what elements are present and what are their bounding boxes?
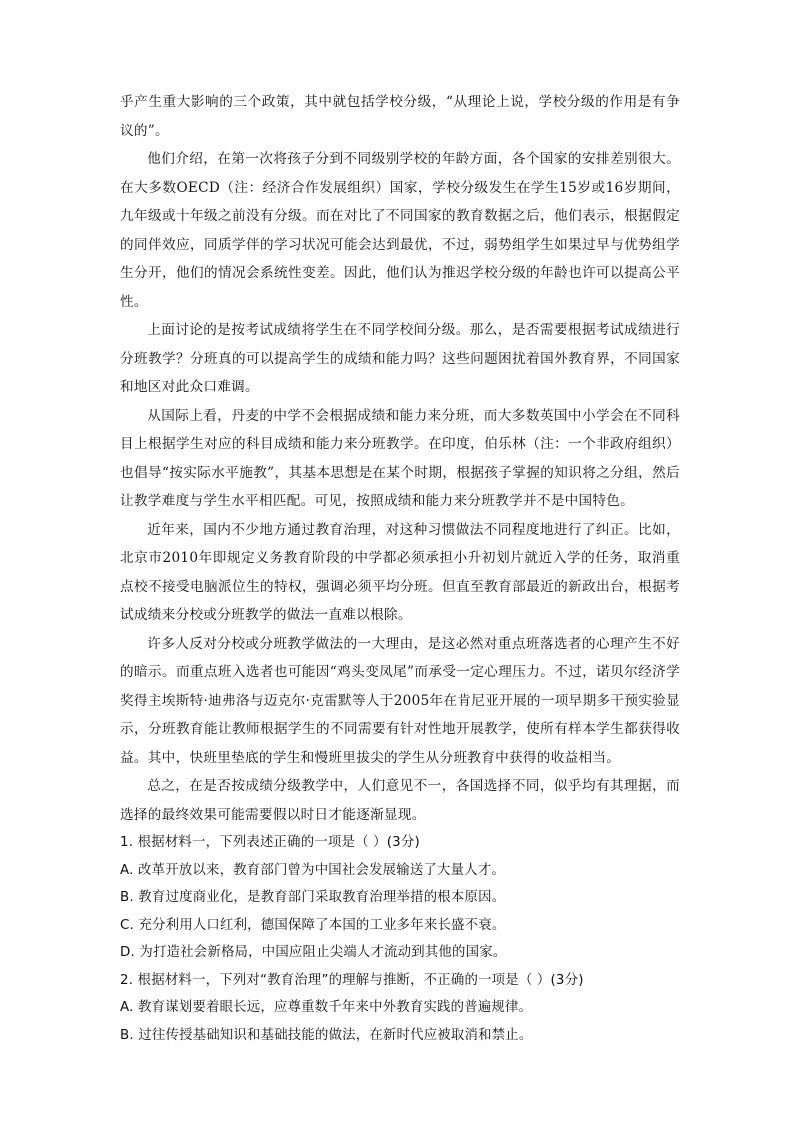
question-1-stem: 1. 根据材料一，下列表述正确的一项是（ ）(3分) [120,835,420,850]
question-2-option-a: A. 教育谋划要着眼长远，应尊重数千年来中外教育实践的普遍规律。 [120,1000,533,1015]
question-2-option-b: B. 过往传授基础知识和基础技能的做法，在新时代应被取消和禁止。 [120,1027,533,1043]
article-body [120,88,680,1049]
paragraph-2: 他们介绍，在第一次将孩子分到不同级别学校的年龄方面，各个国家的安排差别很大。在大多数OECD（注：经济合作发展组织）国家，学校分级发生在学生15岁或16岁期间，九年级或十年级之前没有分级。而在对比了不同国家的教育数据之后，他们表示，根据假定的同伴效应，同质学伴的学习状况可能会达到最优，不过，弱势组学生如果过早与优势组学生分开，他们的情况会系统性变差。因此，他们认为推迟学校分级的年龄也许可以提高公平性。 [120,151,680,310]
question-1-option-c: C. 充分利用人口红利，德国保障了本国的工业多年来长盛不衰。 [120,917,506,933]
paragraph-4: 从国际上看，丹麦的中学不会根据成绩和能力来分班，而大多数英国中小学会在不同科目上根据学生对应的科目成绩和能力来分班教学。在印度，伯乐林（注：一个非政府组织）也倡导“按实际水平施教”，其基本思想是在某个时期，根据孩子掌握的知识将之分组，然后让教学难度与学生水平相匹配。可见，按照成绩和能力来分班教学并不是中国特色。 [120,407,680,509]
question-1-option-a: A. 改革开放以来，教育部门曾为中国社会发展输送了大量人才。 [120,862,505,878]
paragraph-1: 乎产生重大影响的三个政策，其中就包括学校分级，“从理论上说，学校分级的作用是有争议的”。 [120,94,680,139]
question-2 [120,967,680,1050]
paragraph-7: 总之，在是否按成绩分级教学中，人们意见不一，各国选择不同，似乎均有其理据，而选择的最终效果可能需要假以时日才能逐渐显现。 [120,778,680,823]
paragraph-6: 许多人反对分校或分班教学做法的一大理由，是这必然对重点班落选者的心理产生不好的暗示。而重点班入选者也可能因“鸡头变凤尾”而承受一定心理压力。不过，诺贝尔经济学奖得主埃斯特·迪弗洛与迈克尔·克雷默等人于2005年在肯尼亚开展的一项早期多干预实验显示，分班教育能让教师根据学生的不同需要有针对性地开展教学，使所有样本学生都获得收益。其中，快班里垫底的学生和慢班里拔尖的学生从分班教育中获得的收益相当。 [120,635,680,766]
question-1 [120,829,680,967]
question-1-option-d: D. 为打造社会新格局，中国应阻止尖端人才流动到其他的国家。 [120,945,507,960]
paragraph-5: 近年来，国内不少地方通过教育治理，对这种习惯做法不同程度地进行了纠正。比如，北京市2010年即规定义务教育阶段的中学都必须承担小升初划片就近入学的任务，取消重点校不接受电脑派位生的特权，强调必须平均分班。但直至教育部最近的新政出台，根据考试成绩来分校或分班教学的做法一直难以根除。 [120,521,680,623]
paragraph-3: 上面讨论的是按考试成绩将学生在不同学校间分级。那么，是否需要根据考试成绩进行分班教学？分班真的可以提高学生的成绩和能力吗？这些问题困扰着国外教育界，不同国家和地区对此众口难调。 [120,322,680,395]
question-2-stem: 2. 根据材料一，下列对“教育治理”的理解与推断，不正确的一项是（ ）(3分) [120,972,584,988]
question-1-option-b: B. 教育过度商业化，是教育部门采取教育治理举措的根本原因。 [120,890,506,905]
